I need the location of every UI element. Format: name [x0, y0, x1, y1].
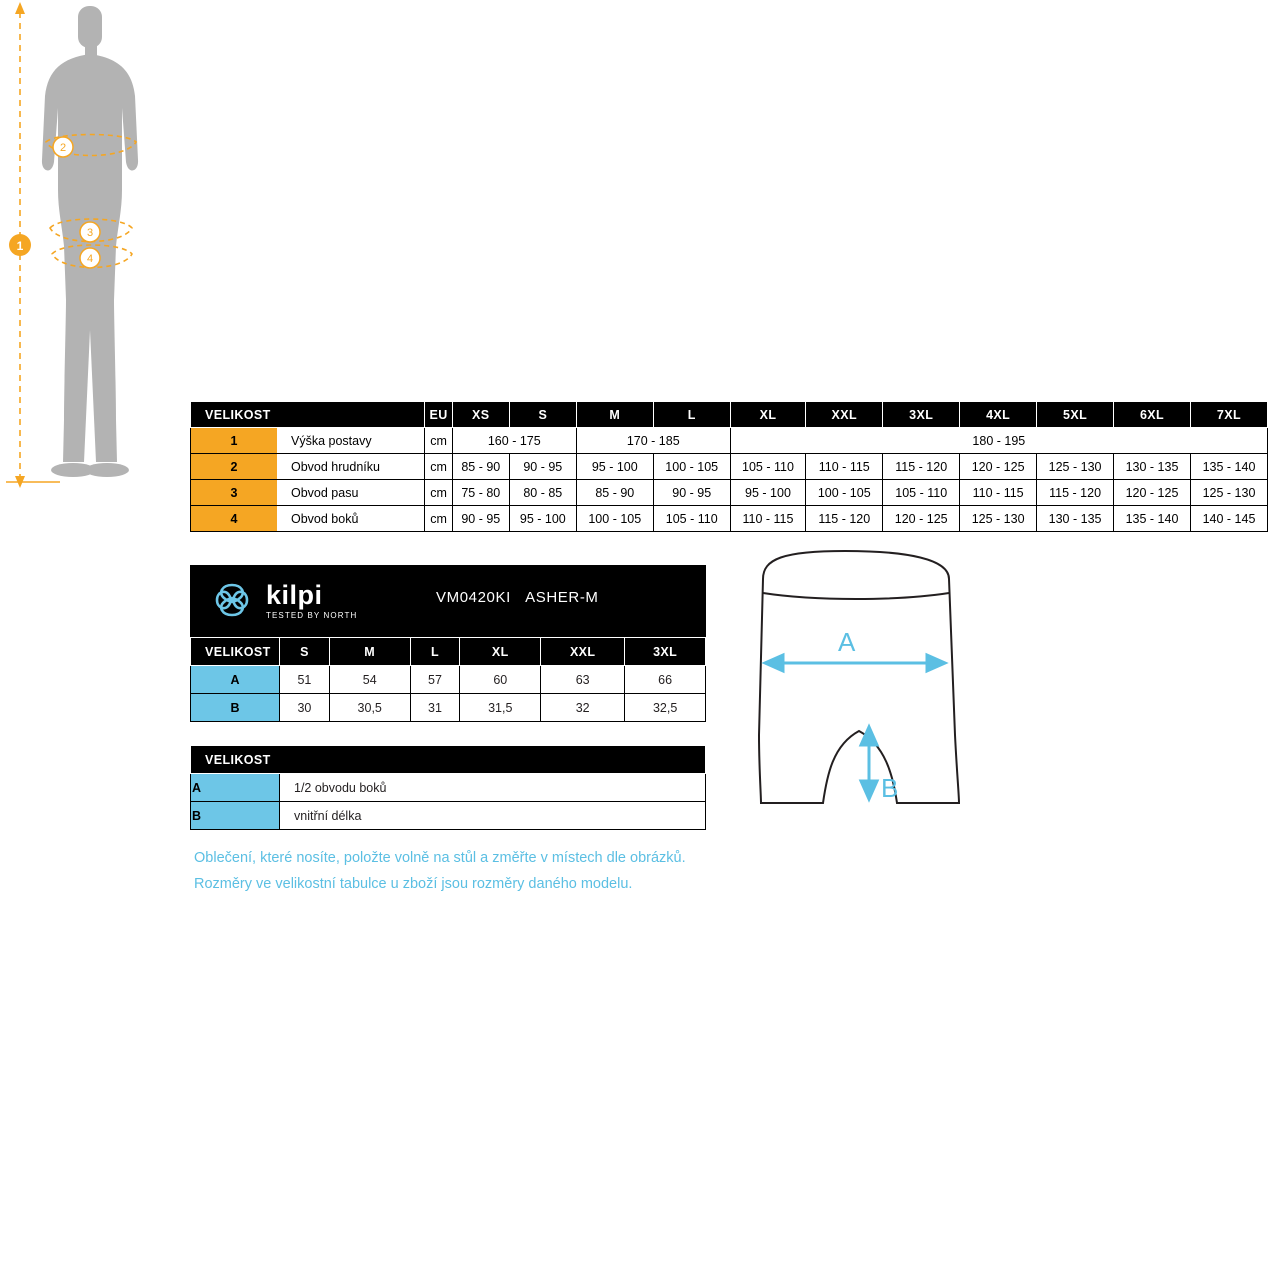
size-table-header-eu: EU	[425, 402, 452, 428]
row-value: 110 - 115	[730, 506, 806, 532]
row-number: 1	[191, 428, 278, 454]
table-row	[191, 774, 706, 802]
row-key: A	[191, 666, 280, 694]
row-value: 54	[329, 666, 410, 694]
row-value: 60	[460, 666, 541, 694]
row-value: 110 - 115	[960, 480, 1037, 506]
row-value: 32	[541, 694, 625, 722]
row-value: 115 - 120	[1037, 480, 1114, 506]
size-table-header-xs: XS	[452, 402, 509, 428]
size-table-header-3xl: 3XL	[883, 402, 960, 428]
legend-table	[190, 745, 706, 830]
table-row	[191, 802, 706, 830]
shorts-diagram	[735, 545, 995, 825]
measure-b	[861, 727, 877, 799]
row-value: 80 - 85	[509, 480, 576, 506]
row-value: 51	[280, 666, 330, 694]
legend-block	[190, 745, 706, 830]
measure-b-label: B	[881, 773, 899, 803]
figure-marker-4: 4	[86, 253, 94, 265]
row-value: 105 - 110	[653, 506, 730, 532]
row-value: 63	[541, 666, 625, 694]
product-table-header-s: S	[280, 638, 330, 666]
row-value: 115 - 120	[883, 454, 960, 480]
product-table-header-m: M	[329, 638, 410, 666]
row-label: Výška postavy	[277, 428, 425, 454]
row-value: 85 - 90	[452, 454, 509, 480]
note-line-2: Rozměry ve velikostní tabulce u zboží jsou rozměry daného modelu.	[194, 876, 633, 892]
row-value: 135 - 140	[1114, 506, 1191, 532]
product-table-header-3xl: 3XL	[625, 638, 706, 666]
row-value: 105 - 110	[730, 454, 806, 480]
row-unit: cm	[425, 480, 452, 506]
product-code-model	[436, 589, 599, 606]
table-row	[191, 454, 1268, 480]
kilpi-wordmark: kilpi	[266, 580, 323, 610]
row-value: 100 - 105	[576, 506, 653, 532]
row-description: 1/2 obvodu boků	[280, 774, 706, 802]
table-row	[191, 480, 1268, 506]
row-value: 31,5	[460, 694, 541, 722]
product-table-header-xl: XL	[460, 638, 541, 666]
row-number: 3	[191, 480, 278, 506]
row-value: 95 - 100	[509, 506, 576, 532]
row-value: 30	[280, 694, 330, 722]
figure-marker-3: 3	[86, 227, 94, 239]
height-arrow-top	[15, 2, 25, 14]
row-value: 180 - 195	[730, 428, 1267, 454]
product-table-header-row	[191, 638, 706, 666]
row-number: 2	[191, 454, 278, 480]
row-value: 140 - 145	[1190, 506, 1267, 532]
table-row	[191, 666, 706, 694]
kilpi-logo	[204, 575, 384, 629]
product-table-header-velikost: VELIKOST	[191, 638, 280, 666]
size-table-header-5xl: 5XL	[1037, 402, 1114, 428]
row-key: A	[191, 774, 280, 802]
row-number: 4	[191, 506, 278, 532]
row-value: 170 - 185	[576, 428, 730, 454]
size-table-header-xl: XL	[730, 402, 806, 428]
legend-header-velikost: VELIKOST	[191, 746, 706, 774]
kilpi-knot-icon	[204, 575, 260, 625]
row-label: Obvod pasu	[277, 480, 425, 506]
row-value: 130 - 135	[1037, 506, 1114, 532]
shorts-outline	[759, 551, 959, 803]
row-value: 125 - 130	[960, 506, 1037, 532]
row-value: 125 - 130	[1037, 454, 1114, 480]
table-row	[191, 694, 706, 722]
row-value: 95 - 100	[730, 480, 806, 506]
product-table-header-xxl: XXL	[541, 638, 625, 666]
row-label: Obvod boků	[277, 506, 425, 532]
row-value: 100 - 105	[806, 480, 883, 506]
figure-marker-2: 2	[59, 142, 67, 154]
row-value: 75 - 80	[452, 480, 509, 506]
product-size-block	[190, 565, 706, 722]
row-unit: cm	[425, 428, 452, 454]
row-value: 90 - 95	[509, 454, 576, 480]
measure-a-label: A	[838, 627, 856, 657]
product-model: ASHER-M	[525, 589, 599, 606]
row-value: 66	[625, 666, 706, 694]
row-value: 100 - 105	[653, 454, 730, 480]
row-unit: cm	[425, 454, 452, 480]
row-value: 90 - 95	[653, 480, 730, 506]
figure-marker-1: 1	[16, 239, 24, 253]
row-description: vnitřní délka	[280, 802, 706, 830]
row-value: 120 - 125	[883, 506, 960, 532]
table-row	[191, 428, 1268, 454]
size-table-header-6xl: 6XL	[1114, 402, 1191, 428]
row-unit: cm	[425, 506, 452, 532]
size-table-header-velikost: VELIKOST	[191, 402, 425, 428]
row-value: 32,5	[625, 694, 706, 722]
size-table	[190, 401, 1268, 532]
measuring-notes	[194, 845, 894, 897]
row-value: 120 - 125	[1114, 480, 1191, 506]
row-value: 110 - 115	[806, 454, 883, 480]
row-value: 95 - 100	[576, 454, 653, 480]
size-table-header-7xl: 7XL	[1190, 402, 1267, 428]
row-value: 115 - 120	[806, 506, 883, 532]
kilpi-tagline: TESTED BY NORTH	[266, 611, 358, 620]
row-value: 130 - 135	[1114, 454, 1191, 480]
product-code: VM0420KI	[436, 589, 511, 606]
size-table-header-m: M	[576, 402, 653, 428]
row-value: 30,5	[329, 694, 410, 722]
row-value: 125 - 130	[1190, 480, 1267, 506]
row-value: 160 - 175	[452, 428, 576, 454]
note-line-1: Oblečení, které nosíte, položte volně na stůl a změřte v místech dle obrázků.	[194, 850, 686, 866]
row-value: 135 - 140	[1190, 454, 1267, 480]
row-value: 90 - 95	[452, 506, 509, 532]
row-value: 31	[410, 694, 460, 722]
legend-header-row	[191, 746, 706, 774]
product-header	[190, 565, 706, 637]
table-row	[191, 506, 1268, 532]
product-table-header-l: L	[410, 638, 460, 666]
size-table-header-s: S	[509, 402, 576, 428]
body-measurement-figure	[0, 0, 190, 520]
row-value: 85 - 90	[576, 480, 653, 506]
size-table-header-l: L	[653, 402, 730, 428]
row-value: 105 - 110	[883, 480, 960, 506]
size-table-header-4xl: 4XL	[960, 402, 1037, 428]
size-table-header-row	[191, 402, 1268, 428]
product-measurement-table	[190, 637, 706, 722]
row-value: 120 - 125	[960, 454, 1037, 480]
row-key: B	[191, 694, 280, 722]
row-key: B	[191, 802, 280, 830]
row-label: Obvod hrudníku	[277, 454, 425, 480]
row-value: 57	[410, 666, 460, 694]
size-table-header-xxl: XXL	[806, 402, 883, 428]
